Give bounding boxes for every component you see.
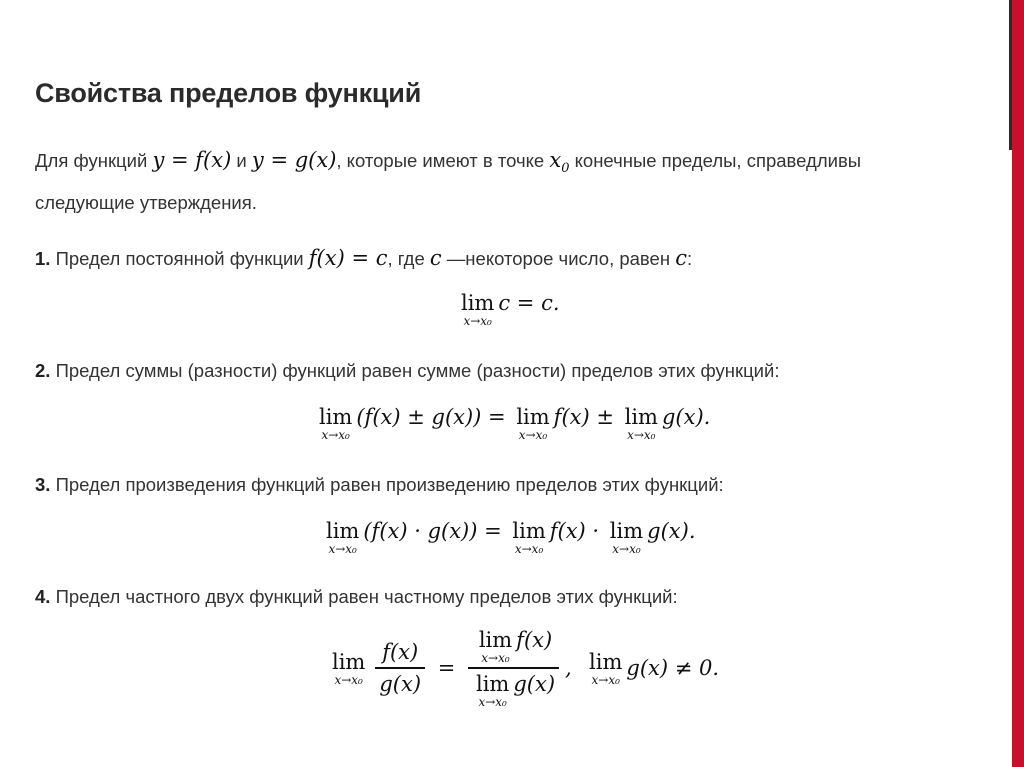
item-4-text (35, 586, 678, 608)
intro-math-y-g: y = g(x) (251, 148, 337, 172)
lim-subscript: x→x₀ (612, 542, 641, 556)
formula-4-big-fraction (468, 628, 559, 708)
formula-1-rest: c = c. (498, 291, 560, 315)
formula-3-lim-3 (610, 519, 643, 555)
lim-subscript: x→x₀ (321, 428, 350, 442)
lim-operator: lim (478, 628, 513, 652)
lim-operator: lim (332, 649, 366, 674)
formula-2-part-1: (f(x) ± g(x)) = (356, 405, 513, 429)
item-1-text-2: , где (387, 248, 430, 269)
formula-2-part-2: f(x) ± (553, 405, 621, 429)
intro-text-2: и (231, 150, 252, 171)
item-2-text (35, 360, 779, 382)
lim-operator: lim (609, 519, 644, 543)
formula-3-part-3: g(x). (647, 519, 696, 543)
formula-4-condition: g(x) ≠ 0. (626, 655, 720, 680)
formula-1-lim (461, 291, 494, 327)
denominator-gx: g(x) (379, 671, 422, 696)
formula-4-fraction (375, 640, 425, 696)
intro-text-1: Для функций (35, 150, 153, 171)
intro-math-x0 (549, 148, 570, 177)
lim-subscript: x→x₀ (591, 672, 620, 687)
intro-text-4: конечные пределы, справедливы (569, 150, 862, 171)
item-1-math-c: c (429, 246, 442, 270)
formula-3-part-2: f(x) · (549, 519, 606, 543)
big-numerator-fx: f(x) (516, 628, 553, 652)
lim-operator: lim (319, 405, 353, 429)
item-2-label: Предел суммы (разности) функций равен сумме (разности) пределов этих функций: (50, 360, 780, 381)
formula-4-lim-cond (589, 650, 622, 686)
item-3-text (35, 474, 724, 496)
item-1-text (35, 246, 692, 270)
lim-operator: lim (326, 519, 360, 543)
formula-3-part-1: (f(x) · g(x)) = (363, 519, 509, 543)
lim-subscript: x→x₀ (478, 694, 507, 709)
big-fraction-numerator (471, 628, 556, 664)
lim-subscript: x→x₀ (334, 672, 363, 687)
formula-2-part-3: g(x). (661, 405, 711, 429)
formula-4-comma: , (565, 655, 586, 680)
lim-operator: lim (589, 649, 623, 674)
lim-operator: lim (516, 405, 550, 429)
lim-operator: lim (624, 405, 658, 429)
item-1-number: 1. (35, 248, 51, 269)
slide-title: Свойства пределов функций (35, 78, 422, 108)
formula-1 (457, 291, 560, 327)
formula-4-lim-1 (332, 650, 365, 686)
intro-math-x0-sub: 0 (561, 161, 570, 177)
intro-math-y-f: y = f(x) (152, 148, 232, 172)
item-4-number: 4. (35, 586, 51, 607)
formula-3 (322, 519, 696, 555)
fraction-numerator (378, 640, 422, 664)
item-1-text-3: —некоторое число, равен (441, 248, 676, 269)
lim-subscript: x→x₀ (627, 428, 656, 442)
fraction-denominator (375, 672, 425, 696)
decorative-red-bar (1012, 0, 1024, 767)
intro-math-x: x (549, 148, 562, 172)
big-fraction-denominator (468, 672, 559, 708)
fraction-bar (375, 667, 425, 669)
big-den-lim (476, 672, 509, 708)
item-3-number: 3. (35, 474, 51, 495)
formula-2 (315, 405, 710, 441)
lim-subscript: x→x₀ (514, 542, 544, 556)
item-1-text-4: : (686, 248, 693, 269)
lim-operator: lim (475, 671, 510, 696)
formula-2-lim-2 (516, 405, 549, 441)
formula-2-lim-1 (319, 405, 352, 441)
formula-2-lim-3 (625, 405, 658, 441)
intro-text-3: , которые имеют в точке (336, 150, 550, 171)
lim-subscript: x→x₀ (328, 542, 357, 556)
big-denominator-gx: g(x) (513, 671, 556, 696)
item-1-math-fx-c: f(x) = c (308, 246, 388, 270)
intro-line-2: следующие утверждения. (35, 192, 257, 213)
lim-subscript: x→x₀ (481, 651, 510, 665)
formula-3-lim-2 (512, 519, 545, 555)
item-1-text-1: Предел постоянной функции (50, 248, 309, 269)
lim-operator: lim (512, 519, 546, 543)
item-4-label: Предел частного двух функций равен частному пределов этих функций: (50, 586, 678, 607)
formula-3-lim-1 (326, 519, 359, 555)
item-3-label: Предел произведения функций равен произведению пределов этих функций: (50, 474, 724, 495)
intro-line-1 (35, 148, 861, 176)
formula-4 (328, 628, 719, 708)
numerator-fx: f(x) (382, 640, 419, 664)
formula-4-equals: = (431, 655, 462, 680)
item-2-number: 2. (35, 360, 51, 381)
big-fraction-bar (468, 667, 559, 669)
big-num-lim (479, 628, 512, 664)
lim-subscript: x→x₀ (463, 314, 492, 328)
item-1-math-c-2: c (675, 246, 687, 270)
lim-operator: lim (461, 291, 495, 315)
lim-subscript: x→x₀ (518, 428, 548, 442)
